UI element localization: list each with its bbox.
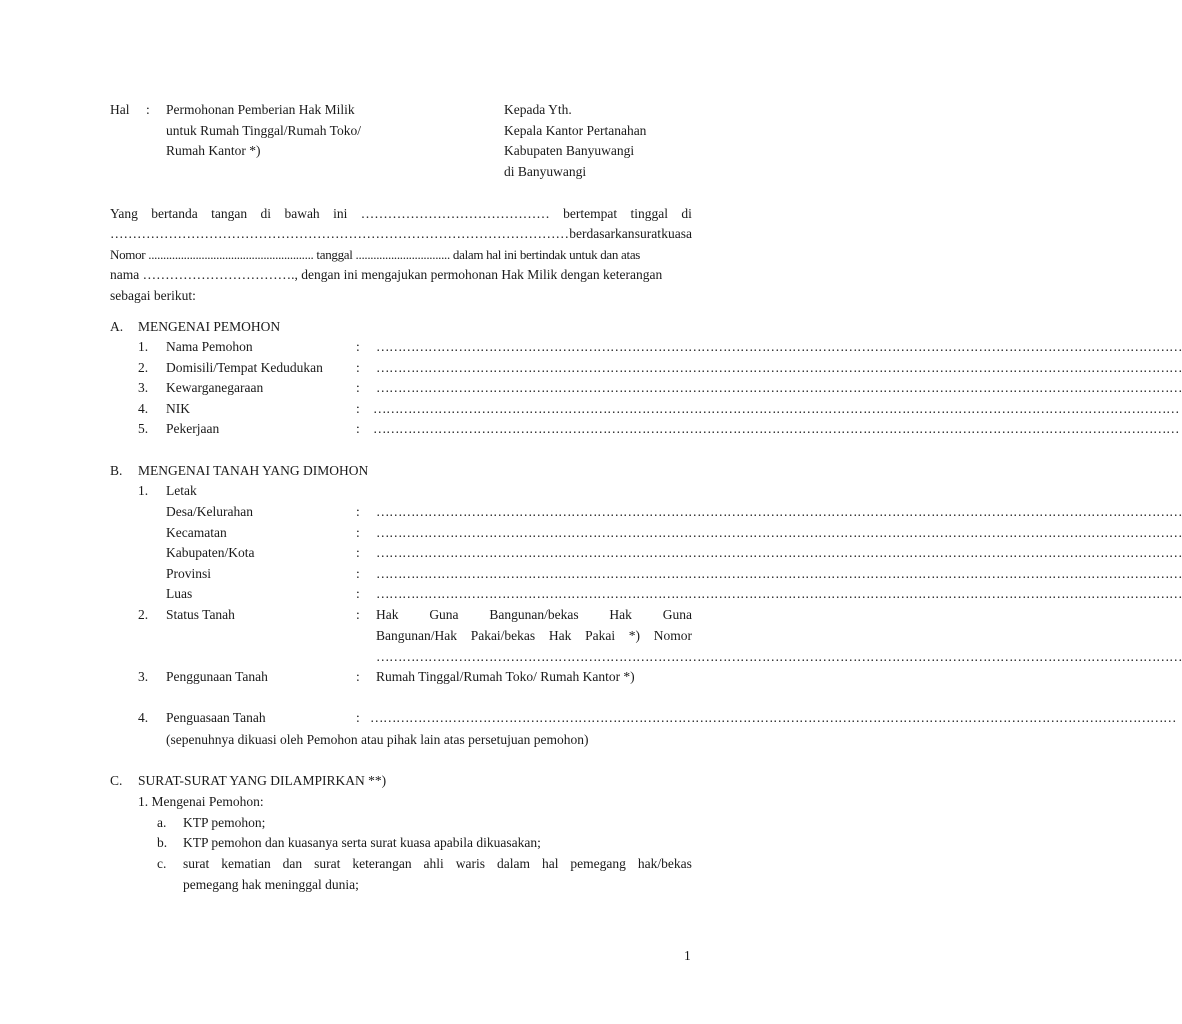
fill-blank: …………………………………………………………………………………………………………………………………………………………………… — [370, 710, 1176, 725]
hal-colon: : — [146, 102, 150, 117]
b-sub-kecamatan: Kecamatan — [166, 525, 227, 540]
word: surat — [634, 226, 661, 241]
b-item-1-num: 1. — [138, 483, 149, 498]
page-number: 1 — [684, 948, 691, 963]
colon: : — [356, 607, 360, 622]
colon: : — [356, 545, 360, 560]
word: waris — [455, 856, 486, 871]
word: surat — [314, 856, 341, 871]
fill-blank: …………………………………………………………………………………………………………………………………………………………………… — [373, 421, 1179, 436]
word: dan — [282, 856, 303, 871]
status-line-1 — [376, 606, 692, 624]
word: berdasarkan — [569, 226, 635, 241]
word: bertanda — [151, 206, 198, 221]
word: kematian — [221, 856, 271, 871]
c-item-a-letter: a. — [157, 815, 167, 830]
c-item-a-text: KTP pemohon; — [183, 815, 266, 830]
c-sub-1: 1. Mengenai Pemohon: — [138, 794, 264, 809]
fill-blank: …………………………………………………………………………………………………………………………………………………………………… — [373, 401, 1179, 416]
colon: : — [356, 339, 360, 354]
fill-blank: …………………………………………………………………………………………………………………………………………………………………… — [376, 380, 1182, 395]
intro-line-5: sebagai berikut: — [110, 288, 196, 303]
word: ahli — [423, 856, 444, 871]
word: hak/bekas — [637, 856, 692, 871]
fill-blank: …………………………………………………………………………………………………………………………………………………………………… — [376, 360, 1182, 375]
c-item-b-text: KTP pemohon dan kuasanya serta surat kuasa apabila dikuasakan; — [183, 835, 541, 850]
a-item-1-num: 1. — [138, 339, 149, 354]
colon: : — [356, 504, 360, 519]
word: pemegang — [570, 856, 626, 871]
section-a-title: MENGENAI PEMOHON — [138, 319, 281, 334]
colon: : — [356, 360, 360, 375]
b-item-2-label: Status Tanah — [166, 607, 235, 622]
subject-line-2: untuk Rumah Tinggal/Rumah Toko/ — [166, 123, 361, 138]
b-item-3-value: Rumah Tinggal/Rumah Toko/ Rumah Kantor *) — [376, 669, 635, 684]
c-item-c-letter: c. — [157, 856, 167, 871]
section-b-title: MENGENAI TANAH YANG DIMOHON — [138, 463, 369, 478]
b-item-4-label: Penguasaan Tanah — [166, 710, 266, 725]
intro-line-3: Nomor ........................................................ tanggal ................................ dalam hal ini bertindak untuk dan atas — [110, 247, 641, 262]
addressee-line-4: di Banyuwangi — [504, 164, 587, 179]
addressee-line-3: Kabupaten Banyuwangi — [504, 143, 635, 158]
word: Pakai/bekas — [470, 628, 536, 643]
b-item-1-label: Letak — [166, 483, 197, 498]
colon: : — [356, 710, 360, 725]
word: dalam — [496, 856, 530, 871]
word: Guna — [429, 607, 459, 622]
a-item-3-label: Kewarganegaraan — [166, 380, 264, 395]
section-c-title: SURAT-SURAT YANG DILAMPIRKAN **) — [138, 773, 387, 788]
b-sub-luas: Luas — [166, 586, 193, 601]
intro-line-1 — [110, 205, 692, 223]
c-item-b-letter: b. — [157, 835, 168, 850]
word: keterangan — [352, 856, 412, 871]
colon: : — [356, 566, 360, 581]
b-item-4-num: 4. — [138, 710, 149, 725]
word: Bangunan/bekas — [489, 607, 579, 622]
b-sub-desa: Desa/Kelurahan — [166, 504, 253, 519]
colon: : — [356, 586, 360, 601]
fill-blank: …………………………………………………………………………………………………………………………………………………………………… — [376, 525, 1182, 540]
word: bertempat — [563, 206, 618, 221]
b-sub-kabupaten: Kabupaten/Kota — [166, 545, 255, 560]
address-blank: ………………………………………………………………………………………… — [110, 226, 569, 241]
a-item-2-label: Domisili/Tempat Kedudukan — [166, 360, 323, 375]
status-line-2 — [376, 627, 692, 645]
addressee-line-2: Kepala Kantor Pertanahan — [504, 123, 647, 138]
word: di — [260, 206, 272, 221]
word: Bangunan/Hak — [376, 628, 457, 643]
subject-line-3: Rumah Kantor *) — [166, 143, 261, 158]
a-item-4-label: NIK — [166, 401, 190, 416]
word: bawah — [284, 206, 320, 221]
a-item-2-num: 2. — [138, 360, 149, 375]
word: Yang — [110, 206, 138, 221]
subject-line-1: Permohonan Pemberian Hak Milik — [166, 102, 355, 117]
a-item-5-label: Pekerjaan — [166, 421, 220, 436]
a-item-1-label: Nama Pemohon — [166, 339, 253, 354]
fill-blank: …………………………………………………………………………………………………………………………………………………………………… — [376, 504, 1182, 519]
hal-label: Hal — [110, 102, 130, 117]
c-item-c-line-1 — [183, 855, 692, 873]
name-blank: …………………………………… — [360, 206, 550, 221]
word: tangan — [211, 206, 248, 221]
word: surat — [183, 856, 210, 871]
a-item-3-num: 3. — [138, 380, 149, 395]
intro-line-2 — [110, 225, 692, 243]
colon: : — [356, 525, 360, 540]
word: hal — [541, 856, 559, 871]
colon: : — [356, 421, 360, 436]
b-item-3-label: Penggunaan Tanah — [166, 669, 268, 684]
word: Hak — [548, 628, 572, 643]
addressee-line-1: Kepada Yth. — [504, 102, 572, 117]
b-item-2-num: 2. — [138, 607, 149, 622]
word: Hak — [376, 607, 399, 622]
a-item-4-num: 4. — [138, 401, 149, 416]
colon: : — [356, 669, 360, 684]
word: *) — [628, 628, 641, 643]
section-b-letter: B. — [110, 463, 123, 478]
word: Nomor — [653, 628, 692, 643]
word: Guna — [662, 607, 692, 622]
word: Pakai — [585, 628, 616, 643]
word: tinggal — [630, 206, 668, 221]
fill-blank: …………………………………………………………………………………………………………………………………………………………………… — [376, 339, 1182, 354]
intro-line-4: nama ……………………………., dengan ini mengajukan permohonan Hak Milik dengan keterangan — [110, 267, 663, 282]
word: kuasa — [661, 226, 692, 241]
word: di — [681, 206, 692, 221]
fill-blank: …………………………………………………………………………………………………………………………………………………………………… — [376, 649, 1182, 664]
a-item-5-num: 5. — [138, 421, 149, 436]
fill-blank: …………………………………………………………………………………………………………………………………………………………………… — [376, 586, 1182, 601]
fill-blank: …………………………………………………………………………………………………………………………………………………………………… — [376, 566, 1182, 581]
b-item-4-note: (sepenuhnya dikuasi oleh Pemohon atau pihak lain atas persetujuan pemohon) — [166, 732, 589, 747]
section-a-letter: A. — [110, 319, 124, 334]
fill-blank: …………………………………………………………………………………………………………………………………………………………………… — [376, 545, 1182, 560]
colon: : — [356, 380, 360, 395]
b-item-3-num: 3. — [138, 669, 149, 684]
section-c-letter: C. — [110, 773, 123, 788]
word: Hak — [609, 607, 632, 622]
word: ini — [333, 206, 348, 221]
c-item-c-line-2: pemegang hak meninggal dunia; — [183, 877, 359, 892]
colon: : — [356, 401, 360, 416]
b-sub-provinsi: Provinsi — [166, 566, 212, 581]
